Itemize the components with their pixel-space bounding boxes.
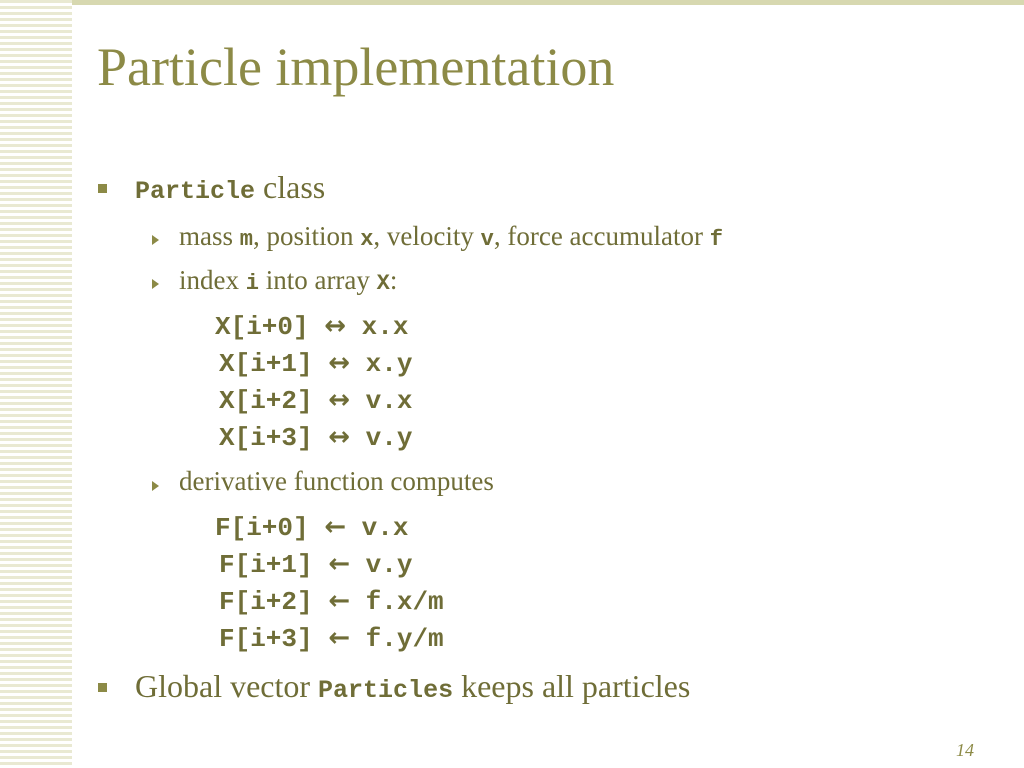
left-arrow-icon: ←: [328, 623, 351, 653]
mapping-line: [215, 312, 408, 342]
mapping-lhs: X[i+1]: [219, 349, 313, 379]
slide-title: Particle implementation: [97, 37, 615, 97]
triangle-bullet-icon: [152, 235, 159, 245]
text-global-vector: Global vector: [135, 668, 319, 704]
code-f: f: [709, 227, 723, 252]
text-into-array: into array: [258, 265, 377, 295]
derivative-lhs: F[i+3]: [219, 624, 313, 654]
derivative-line: [219, 550, 412, 580]
derivative-lhs: F[i+2]: [219, 587, 313, 617]
text-colon: :: [389, 265, 398, 295]
triangle-bullet-icon: [152, 481, 159, 491]
double-arrow-icon: ↔: [328, 385, 351, 415]
double-arrow-icon: ↔: [324, 311, 347, 341]
left-arrow-icon: ←: [324, 512, 347, 542]
mapping-lhs: X[i+3]: [219, 423, 313, 453]
mapping-rhs: v.y: [365, 423, 413, 453]
triangle-bullet-icon: [152, 279, 159, 289]
mapping-line: [219, 423, 412, 453]
code-v: v: [480, 227, 494, 252]
sub-bullet-derivative: derivative function computes: [179, 466, 494, 496]
derivative-line: [219, 587, 444, 617]
mapping-lhs: X[i+2]: [219, 386, 313, 416]
bullet-global-vector: [135, 669, 690, 705]
square-bullet-icon: [98, 184, 107, 193]
derivative-line: [215, 513, 408, 543]
code-particles: Particles: [318, 676, 454, 705]
text-keeps-all: keeps all particles: [453, 668, 691, 704]
double-arrow-icon: ↔: [328, 348, 351, 378]
text-force: , force accumulator: [493, 221, 710, 251]
derivative-rhs: f.x/m: [365, 587, 444, 617]
sub-bullet-fields: [179, 222, 723, 252]
mapping-rhs: v.x: [365, 386, 413, 416]
text-velocity: , velocity: [373, 221, 481, 251]
mapping-line: [219, 349, 412, 379]
square-bullet-icon: [98, 683, 107, 692]
mapping-rhs: x.y: [365, 349, 413, 379]
text-position: , position: [252, 221, 361, 251]
derivative-rhs: v.x: [361, 513, 409, 543]
mapping-line: [219, 386, 412, 416]
mapping-rhs: x.x: [361, 312, 409, 342]
derivative-lhs: F[i+1]: [219, 550, 313, 580]
text-mass: mass: [179, 221, 240, 251]
derivative-lhs: F[i+0]: [215, 513, 309, 543]
derivative-line: [219, 624, 444, 654]
decorative-stripes: [0, 0, 72, 768]
code-X: X: [376, 271, 390, 296]
mapping-lhs: X[i+0]: [215, 312, 309, 342]
sub-bullet-index: [179, 266, 397, 296]
derivative-rhs: v.y: [365, 550, 413, 580]
page-number: 14: [956, 740, 974, 760]
bullet-particle-class: [135, 170, 325, 206]
code-x: x: [360, 227, 374, 252]
double-arrow-icon: ↔: [328, 422, 351, 452]
derivative-rhs: f.y/m: [365, 624, 444, 654]
left-arrow-icon: ←: [328, 586, 351, 616]
bullet-text: class: [255, 169, 326, 205]
top-rule: [72, 0, 1024, 5]
text-index: index: [179, 265, 246, 295]
left-arrow-icon: ←: [328, 549, 351, 579]
code-i: i: [245, 271, 259, 296]
code-m: m: [239, 227, 253, 252]
code-particle: Particle: [135, 177, 256, 206]
